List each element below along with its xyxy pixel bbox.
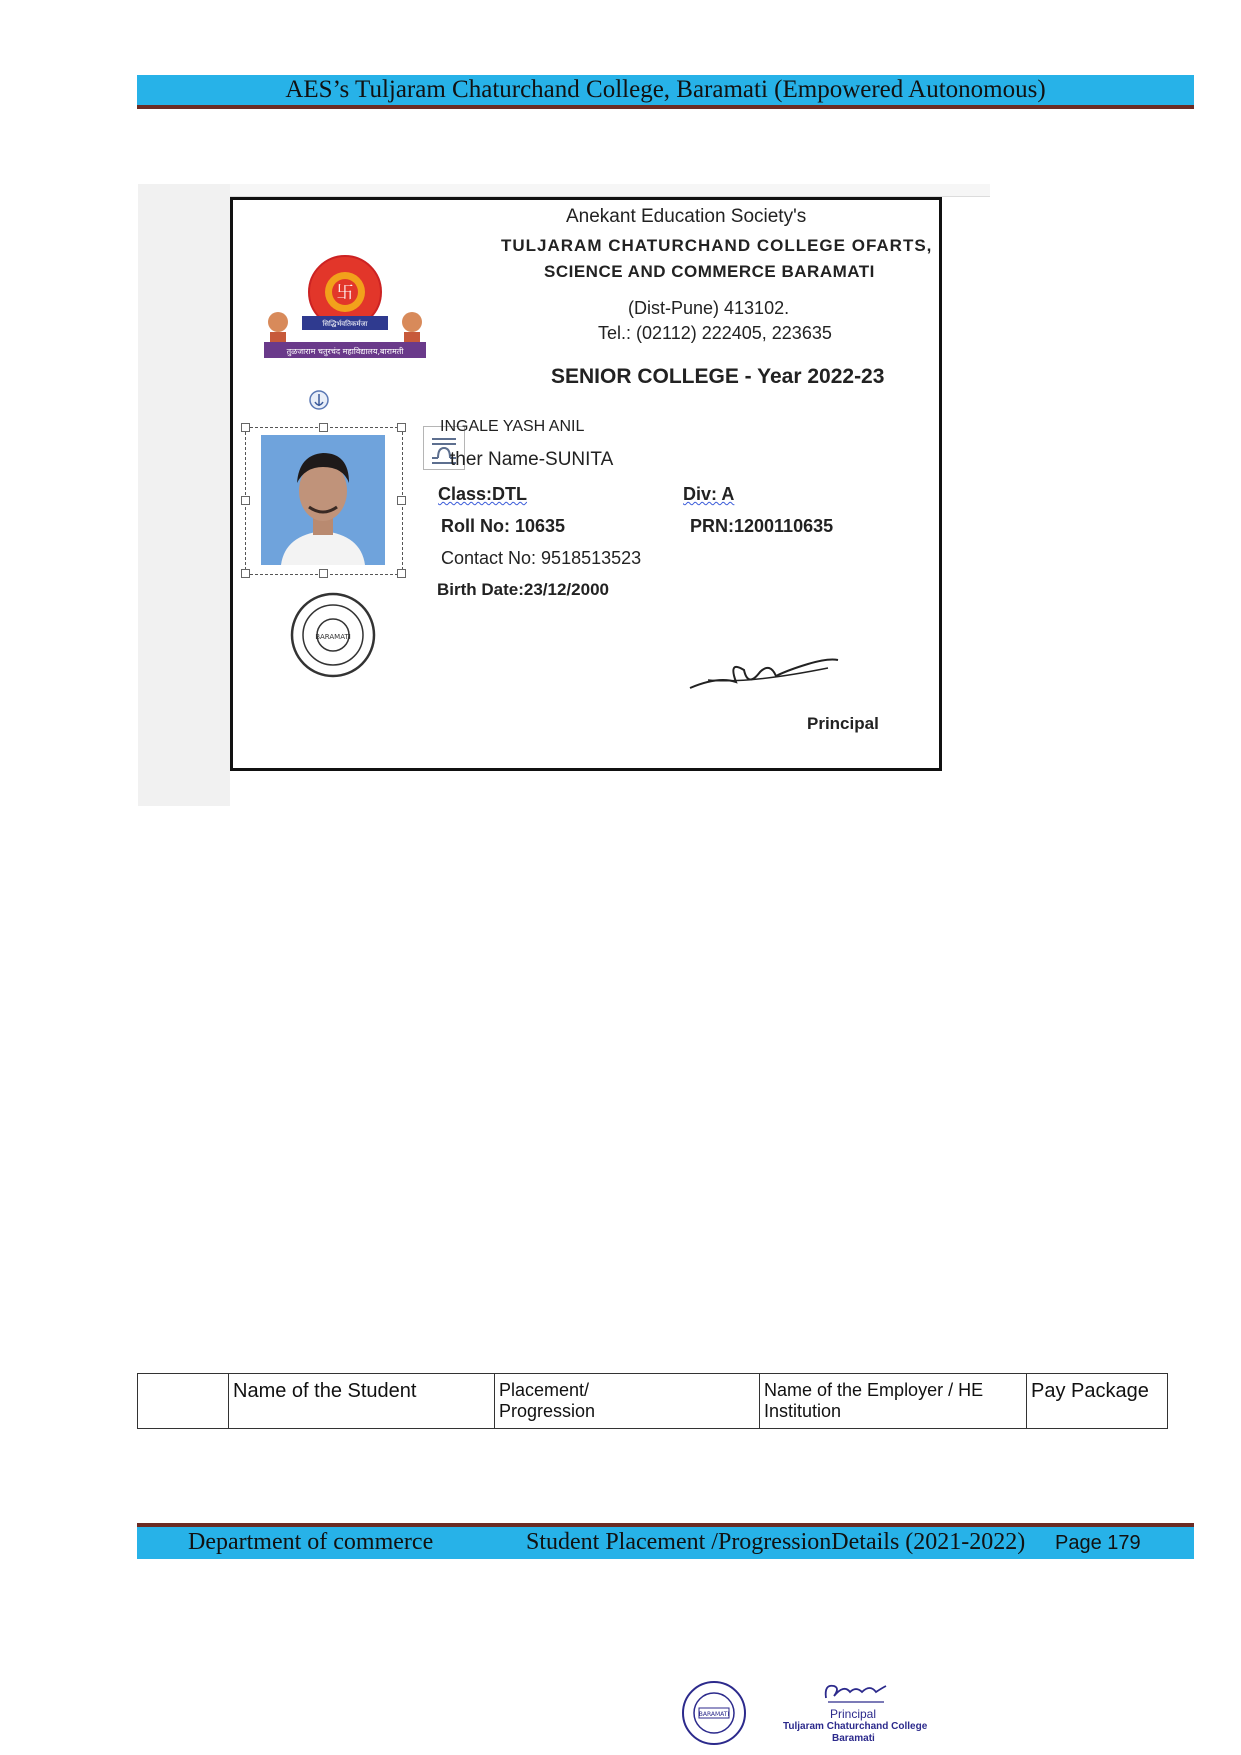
college-logo xyxy=(260,250,430,360)
resize-handle[interactable] xyxy=(319,423,328,432)
student-division: Div: A xyxy=(683,484,735,504)
table-header-row xyxy=(138,1374,1168,1429)
table-header-student-name: Name of the Student xyxy=(229,1374,495,1429)
screenshot-ruler xyxy=(230,184,990,197)
college-district: (Dist-Pune) 413102. xyxy=(628,298,790,318)
college-telephone: Tel.: (02112) 222405, 223635 xyxy=(598,323,832,343)
society-name: Anekant Education Society's xyxy=(566,206,807,227)
page-header-title: AES’s Tuljaram Chaturchand College, Baramati (Empowered Autonomous) xyxy=(285,76,1046,103)
academic-year: SENIOR COLLEGE - Year 2022-23 xyxy=(551,365,885,388)
svg-text:BARAMATI: BARAMATI xyxy=(315,633,351,641)
attestation-college-label: Tuljaram Chaturchand College xyxy=(783,1721,928,1732)
table-header-pay-package: Pay Package xyxy=(1027,1374,1168,1429)
table-header-placement-line2: Progression xyxy=(499,1401,596,1421)
table-header-employer xyxy=(760,1374,1027,1429)
svg-text:सिद्धिर्भवतिकर्मजा: सिद्धिर्भवतिकर्मजा xyxy=(322,320,368,328)
svg-text:तुळजाराम चतुरचंद महाविद्यालय,ब: तुळजाराम चतुरचंद महाविद्यालय,बारामती xyxy=(286,347,404,356)
student-photo xyxy=(261,435,385,565)
attestation-seal xyxy=(681,1680,747,1746)
screenshot-margin xyxy=(138,184,230,806)
table-header-placement-line1: Placement/ xyxy=(499,1380,590,1400)
signatory-label: Principal xyxy=(807,714,879,733)
svg-text:BARAMATI: BARAMATI xyxy=(698,1711,730,1718)
attestation-place-label: Baramati xyxy=(832,1733,875,1744)
resize-handle[interactable] xyxy=(397,423,406,432)
mother-name: ther Name-SUNITA xyxy=(450,449,614,470)
resize-handle[interactable] xyxy=(397,569,406,578)
student-name: INGALE YASH ANIL xyxy=(440,418,585,435)
footer-title: Student Placement /ProgressionDetails (2021-2022) xyxy=(526,1529,1026,1555)
attestation-principal-label: Principal xyxy=(830,1707,877,1721)
table-cell-serial xyxy=(138,1374,229,1429)
resize-handle[interactable] xyxy=(397,496,406,505)
roll-number: Roll No: 10635 xyxy=(441,516,566,536)
table-header-employer-line2: Institution xyxy=(764,1401,842,1421)
student-class: Class:DTL xyxy=(438,484,528,504)
birth-date: Birth Date:23/12/2000 xyxy=(437,580,609,599)
college-seal xyxy=(288,590,378,680)
resize-handle[interactable] xyxy=(241,569,250,578)
resize-handle[interactable] xyxy=(319,569,328,578)
resize-handle[interactable] xyxy=(241,496,250,505)
header-rule xyxy=(137,105,1194,109)
contact-number: Contact No: 9518513523 xyxy=(441,548,642,568)
placement-table xyxy=(137,1373,1168,1429)
attestation-signature xyxy=(820,1680,890,1708)
principal-signature xyxy=(688,640,863,700)
college-name-line1: TULJARAM CHATURCHAND COLLEGE OFARTS, xyxy=(501,236,933,255)
table-header-employer-line1: Name of the Employer / HE xyxy=(764,1380,984,1400)
table-header-placement xyxy=(495,1374,760,1429)
anchor-icon xyxy=(308,389,330,415)
footer-department: Department of commerce xyxy=(188,1529,434,1555)
svg-text:卐: 卐 xyxy=(336,283,354,303)
page-number: Page 179 xyxy=(1055,1532,1141,1554)
college-name-line2: SCIENCE AND COMMERCE BARAMATI xyxy=(544,262,875,281)
id-card xyxy=(230,197,942,771)
prn-number: PRN:1200110635 xyxy=(690,516,834,536)
resize-handle[interactable] xyxy=(241,423,250,432)
